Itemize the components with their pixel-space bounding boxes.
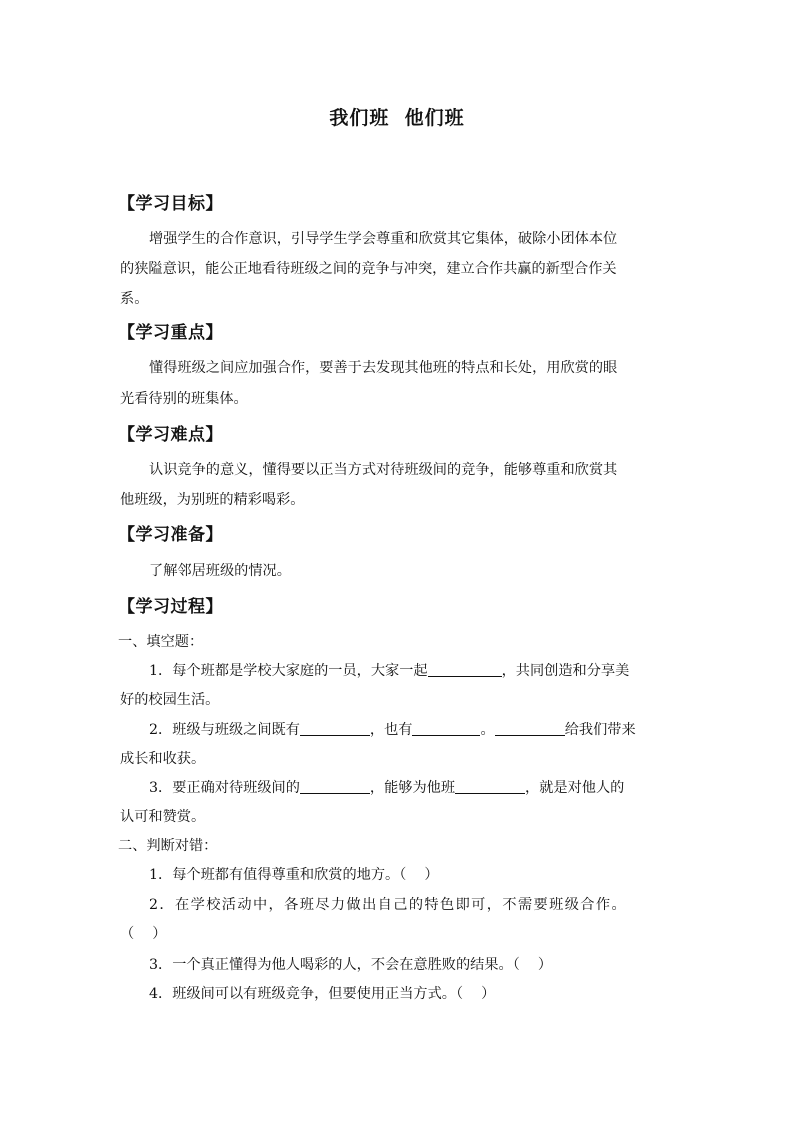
prep-line-1: 了解邻居班级的情况。 (149, 563, 291, 579)
fill-q1 (149, 661, 629, 681)
fill-q3-blank-2[interactable] (455, 779, 525, 794)
fill-q1-cont: 好的校园生活。 (120, 692, 220, 708)
fill-q3-text-a: 3．要正确对待班级间的 (149, 780, 300, 796)
judge-section-label: 二、判断对错： (118, 838, 218, 854)
judge-item-3: 3．一个真正懂得为他人喝彩的人，不会在意胜败的结果。（ ） (149, 957, 553, 973)
fill-q2-text-d: 给我们带来 (564, 722, 636, 738)
key-line-1: 懂得班级之间应加强合作，要善于去发现其他班的特点和长处，用欣赏的眼 (149, 360, 618, 376)
heading-key: 【学习重点】 (118, 323, 223, 343)
heading-prep: 【学习准备】 (118, 525, 223, 545)
fill-q2-cont: 成长和收获。 (120, 751, 206, 767)
judge-item-2: 2．在学校活动中，各班尽力做出自己的特色即可，不需要班级合作。 (149, 897, 628, 913)
fill-q2-blank-3[interactable] (495, 721, 565, 736)
key-line-2: 光看待别的班集体。 (120, 391, 248, 407)
goal-line-2: 的狭隘意识，能公正地看待班级之间的竞争与冲突，建立合作共赢的新型合作关 (120, 261, 617, 277)
fill-q3-blank-1[interactable] (300, 779, 370, 794)
fill-section-label: 一、填空题： (118, 634, 204, 650)
fill-q3-text-c: ，就是对他人的 (525, 780, 625, 796)
fill-q2-blank-2[interactable] (412, 721, 480, 736)
fill-q2 (149, 720, 636, 740)
fill-q3-text-b: ，能够为他班 (369, 780, 456, 796)
judge-item-4: 4．班级间可以有班级竞争，但要使用正当方式。（ ） (149, 986, 496, 1002)
fill-q2-blank-1[interactable] (300, 721, 370, 736)
heading-difficulty: 【学习难点】 (118, 425, 223, 445)
heading-process: 【学习过程】 (118, 597, 223, 617)
judge-item-2-cont: （ ） (120, 926, 167, 942)
fill-q1-blank-1[interactable] (428, 662, 502, 677)
fill-q3 (149, 778, 624, 798)
difficulty-line-2: 他班级，为别班的精彩喝彩。 (120, 492, 305, 508)
fill-q1-text-b: ，共同创造和分享美 (501, 663, 630, 679)
goal-line-1: 增强学生的合作意识，引导学生学会尊重和欣赏其它集体，破除小团体本位 (149, 231, 618, 247)
fill-q2-text-b: ，也有 (369, 722, 413, 738)
heading-goal: 【学习目标】 (118, 194, 223, 214)
fill-q3-cont: 认可和赞赏。 (120, 809, 206, 825)
document-title: 我们班 他们班 (329, 107, 465, 129)
goal-line-3: 系。 (120, 291, 149, 307)
fill-q2-text-a: 2．班级与班级之间既有 (149, 722, 300, 738)
judge-item-1: 1．每个班都有值得尊重和欣赏的地方。（ ） (149, 867, 439, 883)
difficulty-line-1: 认识竞争的意义，懂得要以正当方式对待班级间的竞争，能够尊重和欣赏其 (149, 462, 618, 478)
fill-q2-text-c: 。 (480, 722, 495, 738)
fill-q1-text-a: 1．每个班都是学校大家庭的一员，大家一起 (149, 663, 428, 679)
